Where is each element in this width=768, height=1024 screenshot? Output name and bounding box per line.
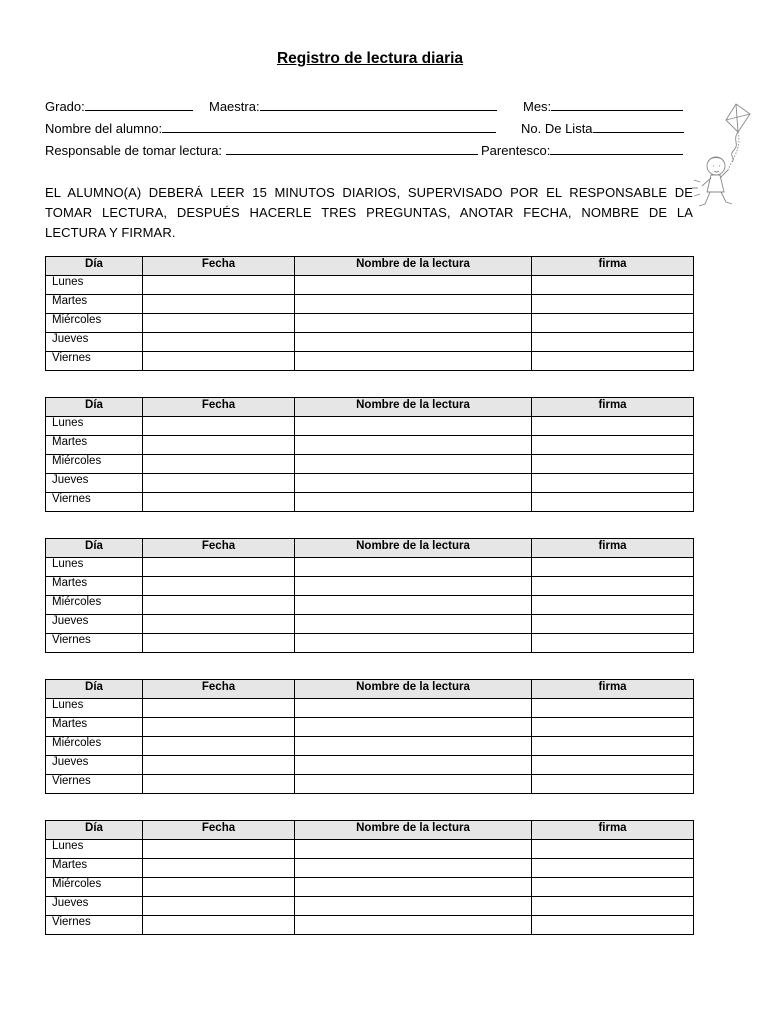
column-header: Día	[46, 821, 143, 840]
lectura-cell[interactable]	[295, 775, 532, 794]
fecha-cell[interactable]	[143, 295, 295, 314]
firma-cell[interactable]	[532, 577, 694, 596]
day-cell: Jueves	[46, 615, 143, 634]
table-row	[46, 493, 694, 512]
parentesco-label: Parentesco:	[481, 143, 551, 158]
lectura-cell[interactable]	[295, 474, 532, 493]
table-row	[46, 295, 694, 314]
day-cell: Miércoles	[46, 737, 143, 756]
column-header: Fecha	[143, 539, 295, 558]
fecha-cell[interactable]	[143, 718, 295, 737]
firma-cell[interactable]	[532, 615, 694, 634]
reading-log-table	[45, 256, 694, 371]
day-cell: Viernes	[46, 352, 143, 371]
grado-line	[85, 99, 193, 111]
column-header: firma	[532, 398, 694, 417]
fecha-cell[interactable]	[143, 493, 295, 512]
lectura-cell[interactable]	[295, 737, 532, 756]
lectura-cell[interactable]	[295, 878, 532, 897]
firma-cell[interactable]	[532, 436, 694, 455]
firma-cell[interactable]	[532, 314, 694, 333]
grado-field[interactable]	[45, 99, 193, 114]
firma-cell[interactable]	[532, 352, 694, 371]
lectura-cell[interactable]	[295, 314, 532, 333]
fecha-cell[interactable]	[143, 577, 295, 596]
column-header: Fecha	[143, 821, 295, 840]
lectura-cell[interactable]	[295, 840, 532, 859]
page-title: Registro de lectura diaria	[276, 50, 464, 67]
fecha-cell[interactable]	[143, 615, 295, 634]
column-header: Nombre de la lectura	[295, 398, 532, 417]
column-header: Día	[46, 257, 143, 276]
lectura-cell[interactable]	[295, 436, 532, 455]
column-header: firma	[532, 821, 694, 840]
lectura-cell[interactable]	[295, 634, 532, 653]
day-cell: Viernes	[46, 493, 143, 512]
lectura-cell[interactable]	[295, 295, 532, 314]
fecha-cell[interactable]	[143, 775, 295, 794]
column-header: Nombre de la lectura	[295, 821, 532, 840]
day-cell: Lunes	[46, 699, 143, 718]
table-row	[46, 897, 694, 916]
lectura-cell[interactable]	[295, 615, 532, 634]
lectura-cell[interactable]	[295, 756, 532, 775]
lista-line	[593, 121, 684, 133]
table-row	[46, 417, 694, 436]
day-cell: Miércoles	[46, 455, 143, 474]
fecha-cell[interactable]	[143, 474, 295, 493]
day-cell: Lunes	[46, 840, 143, 859]
day-cell: Viernes	[46, 916, 143, 935]
table-row	[46, 333, 694, 352]
day-cell: Lunes	[46, 417, 143, 436]
table-row	[46, 596, 694, 615]
fecha-cell[interactable]	[143, 840, 295, 859]
parentesco-line	[550, 143, 683, 155]
table-row	[46, 737, 694, 756]
table-row	[46, 615, 694, 634]
lectura-cell[interactable]	[295, 352, 532, 371]
day-cell: Martes	[46, 718, 143, 737]
table-row	[46, 756, 694, 775]
reading-log-table	[45, 397, 694, 512]
lectura-cell[interactable]	[295, 558, 532, 577]
fecha-cell[interactable]	[143, 276, 295, 295]
mes-label: Mes:	[523, 99, 552, 114]
firma-cell[interactable]	[532, 333, 694, 352]
table-row	[46, 455, 694, 474]
column-header: firma	[532, 680, 694, 699]
lectura-cell[interactable]	[295, 916, 532, 935]
table-row	[46, 859, 694, 878]
day-cell: Martes	[46, 577, 143, 596]
column-header: Fecha	[143, 398, 295, 417]
firma-cell[interactable]	[532, 295, 694, 314]
fecha-cell[interactable]	[143, 634, 295, 653]
firma-cell[interactable]	[532, 878, 694, 897]
fecha-cell[interactable]	[143, 596, 295, 615]
firma-cell[interactable]	[532, 699, 694, 718]
firma-cell[interactable]	[532, 596, 694, 615]
firma-cell[interactable]	[532, 417, 694, 436]
firma-cell[interactable]	[532, 775, 694, 794]
kite-child-illustration	[692, 100, 768, 220]
lectura-cell[interactable]	[295, 577, 532, 596]
fecha-cell[interactable]	[143, 897, 295, 916]
firma-cell[interactable]	[532, 718, 694, 737]
table-header-row	[46, 821, 694, 840]
table-row	[46, 314, 694, 333]
fecha-cell[interactable]	[143, 314, 295, 333]
fecha-cell[interactable]	[143, 417, 295, 436]
reading-log-table	[45, 820, 694, 935]
table-row	[46, 276, 694, 295]
column-header: firma	[532, 257, 694, 276]
responsable-label: Responsable de tomar lectura:	[45, 143, 223, 158]
table-header-row	[46, 398, 694, 417]
day-cell: Martes	[46, 295, 143, 314]
maestra-line	[260, 99, 497, 111]
fecha-cell[interactable]	[143, 737, 295, 756]
day-cell: Lunes	[46, 276, 143, 295]
table-row	[46, 878, 694, 897]
firma-cell[interactable]	[532, 474, 694, 493]
fecha-cell[interactable]	[143, 878, 295, 897]
lectura-cell[interactable]	[295, 493, 532, 512]
column-header: Día	[46, 680, 143, 699]
day-cell: Viernes	[46, 634, 143, 653]
table-row	[46, 916, 694, 935]
lectura-cell[interactable]	[295, 718, 532, 737]
firma-cell[interactable]	[532, 558, 694, 577]
fecha-cell[interactable]	[143, 558, 295, 577]
lectura-cell[interactable]	[295, 276, 532, 295]
day-cell: Lunes	[46, 558, 143, 577]
day-cell: Viernes	[46, 775, 143, 794]
grado-label: Grado:	[45, 99, 85, 114]
lista-field[interactable]	[521, 121, 684, 136]
alumno-label: Nombre del alumno:	[45, 121, 163, 136]
table-header-row	[46, 257, 694, 276]
alumno-field[interactable]	[45, 121, 496, 136]
lectura-cell[interactable]	[295, 596, 532, 615]
table-row	[46, 474, 694, 493]
column-header: Nombre de la lectura	[295, 680, 532, 699]
day-cell: Jueves	[46, 333, 143, 352]
lectura-cell[interactable]	[295, 333, 532, 352]
lectura-cell[interactable]	[295, 455, 532, 474]
mes-line	[551, 99, 683, 111]
alumno-line	[162, 121, 496, 133]
firma-cell[interactable]	[532, 840, 694, 859]
lectura-cell[interactable]	[295, 699, 532, 718]
day-cell: Miércoles	[46, 878, 143, 897]
day-cell: Martes	[46, 436, 143, 455]
table-row	[46, 352, 694, 371]
responsable-line	[226, 143, 478, 155]
lectura-cell[interactable]	[295, 417, 532, 436]
column-header: Nombre de la lectura	[295, 257, 532, 276]
firma-cell[interactable]	[532, 634, 694, 653]
parentesco-field[interactable]	[481, 143, 683, 158]
firma-cell[interactable]	[532, 276, 694, 295]
lectura-cell[interactable]	[295, 897, 532, 916]
firma-cell[interactable]	[532, 493, 694, 512]
firma-cell[interactable]	[532, 737, 694, 756]
instructions-text: EL ALUMNO(A) DEBERÁ LEER 15 MINUTOS DIARIOS, SUPERVISADO POR EL RESPONSABLE DE TOMAR LECTURA, DESPUÉS HACERLE TRES PREGUNTAS, ANOTAR FECHA, NOMBRE DE LA LECTURA Y FIRMAR.	[45, 185, 693, 240]
maestra-field[interactable]	[209, 99, 497, 114]
table-row	[46, 699, 694, 718]
table-row	[46, 436, 694, 455]
lectura-cell[interactable]	[295, 859, 532, 878]
fecha-cell[interactable]	[143, 916, 295, 935]
column-header: Nombre de la lectura	[295, 539, 532, 558]
reading-log-table	[45, 679, 694, 794]
column-header: Fecha	[143, 257, 295, 276]
day-cell: Miércoles	[46, 596, 143, 615]
column-header: Día	[46, 398, 143, 417]
column-header: firma	[532, 539, 694, 558]
column-header: Día	[46, 539, 143, 558]
day-cell: Jueves	[46, 756, 143, 775]
firma-cell[interactable]	[532, 455, 694, 474]
table-header-row	[46, 539, 694, 558]
reading-log-table	[45, 538, 694, 653]
table-row	[46, 718, 694, 737]
table-header-row	[46, 680, 694, 699]
fecha-cell[interactable]	[143, 699, 295, 718]
table-row	[46, 840, 694, 859]
fecha-cell[interactable]	[143, 859, 295, 878]
lista-label: No. De Lista	[521, 121, 593, 136]
table-row	[46, 634, 694, 653]
mes-field[interactable]	[523, 99, 683, 114]
fecha-cell[interactable]	[143, 333, 295, 352]
firma-cell[interactable]	[532, 897, 694, 916]
maestra-label: Maestra:	[209, 99, 260, 114]
day-cell: Martes	[46, 859, 143, 878]
table-row	[46, 558, 694, 577]
firma-cell[interactable]	[532, 756, 694, 775]
responsable-field[interactable]	[45, 143, 478, 158]
day-cell: Jueves	[46, 897, 143, 916]
day-cell: Jueves	[46, 474, 143, 493]
column-header: Fecha	[143, 680, 295, 699]
fecha-cell[interactable]	[143, 756, 295, 775]
firma-cell[interactable]	[532, 859, 694, 878]
fecha-cell[interactable]	[143, 436, 295, 455]
table-row	[46, 577, 694, 596]
table-row	[46, 775, 694, 794]
fecha-cell[interactable]	[143, 455, 295, 474]
firma-cell[interactable]	[532, 916, 694, 935]
fecha-cell[interactable]	[143, 352, 295, 371]
day-cell: Miércoles	[46, 314, 143, 333]
